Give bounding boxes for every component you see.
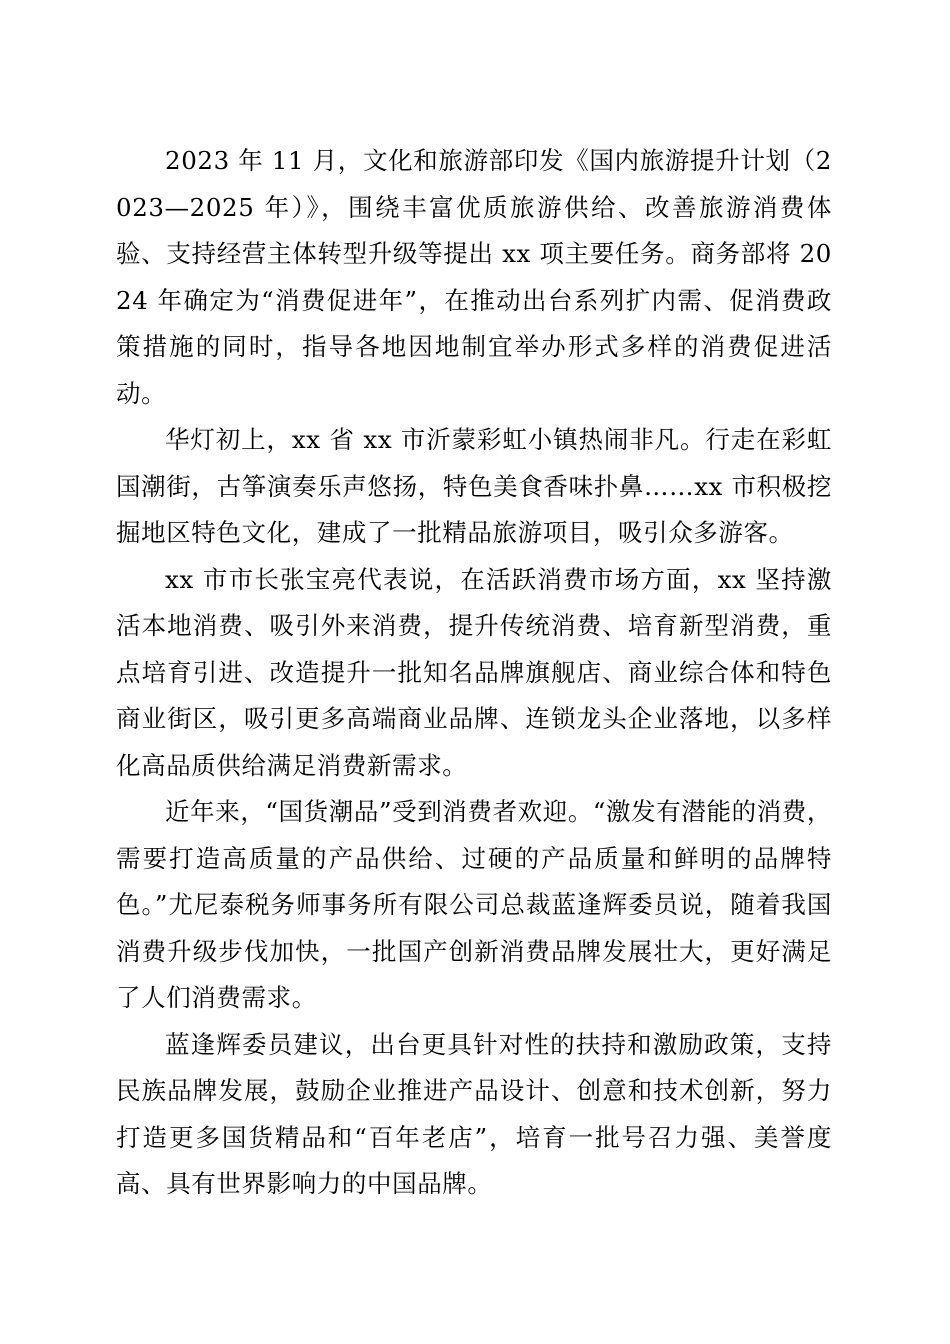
paragraph-4: 近年来，“国货潮品”受到消费者欢迎。“激发有潜能的消费，需要打造高质量的产品供给、过硬的产品质量和鲜明的品牌特色。”尤尼泰税务师事务所有限公司总裁蓝逢辉委员说，随着我国消费升级步伐加快，一批国产创新消费品牌发展壮大，更好满足了人们消费需求。 [116,797,832,1012]
paragraph-3: xx 市市长张宝亮代表说，在活跃消费市场方面，xx 坚持激活本地消费、吸引外来消费，提升传统消费、培育新型消费，重点培育引进、改造提升一批知名品牌旗舰店、商业综合体和特色商业街区，吸引更多高端商业品牌、连锁龙头企业落地，以多样化高品质供给满足消费新需求。 [116,564,832,780]
paragraph-5: 蓝逢辉委员建议，出台更具针对性的扶持和激励政策，支持民族品牌发展，鼓励企业推进产品设计、创意和技术创新，努力打造更多国货精品和“百年老店”，培育一批号召力强、美誉度高、具有世界影响力的中国品牌。 [116,1029,832,1198]
document-body [116,138,832,1208]
paragraph-2: 华灯初上，xx 省 xx 市沂蒙彩虹小镇热闹非凡。行走在彩虹国潮街，古筝演奏乐声悠扬，特色美食香味扑鼻……xx 市积极挖掘地区特色文化，建成了一批精品旅游项目，吸引众多游客。 [116,425,832,547]
paragraph-1: 2023 年 11 月，文化和旅游部印发《国内旅游提升计划（2023—2025 年）》，围绕丰富优质旅游供给、改善旅游消费体验、支持经营主体转型升级等提出 xx 项主要任务。商务部将 2024 年确定为“消费促进年”，在推动出台系列扩内需、促消费政策措施的同时，指导各地因地制宜举办形式多样的消费促进活动。 [116,146,832,408]
